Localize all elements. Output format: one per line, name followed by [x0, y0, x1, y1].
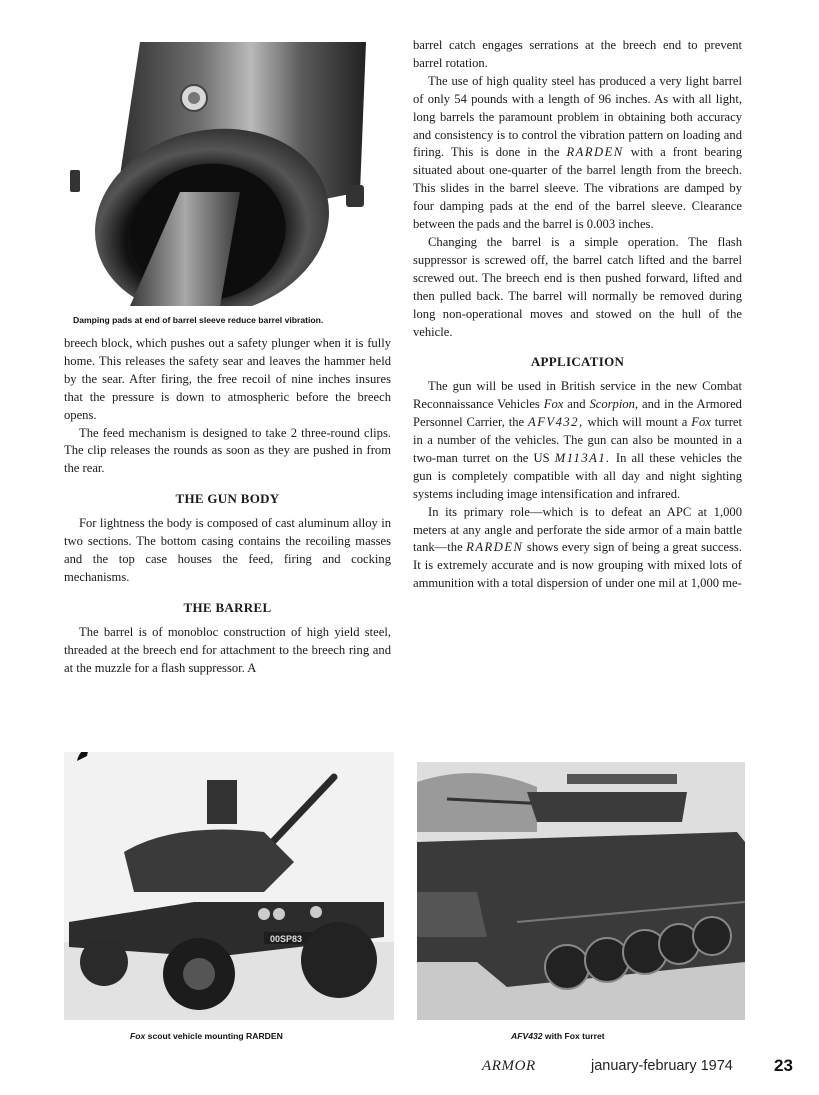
afv432-photo	[417, 762, 745, 1020]
paragraph: The barrel is of monobloc construction of high yield steel, threaded at the breech end for attachment to the breech ring and at the muzzle for a flash suppressor. A	[64, 624, 391, 675]
barrel-sleeve-illustration	[70, 42, 366, 306]
fox-photo-caption: Fox scout vehicle mounting RARDEN	[130, 1031, 283, 1041]
top-photo-caption: Damping pads at end of barrel sleeve reduce barrel vibration.	[73, 315, 324, 325]
left-text-column	[64, 335, 391, 677]
afv432-illustration	[417, 762, 745, 1020]
barrel-sleeve-photo	[70, 42, 366, 306]
fox-vehicle-illustration	[64, 752, 394, 1020]
svg-text:00SP83: 00SP83	[270, 934, 303, 944]
fox-vehicle-photo	[64, 752, 394, 1020]
paragraph: barrel catch engages serrations at the breech end to prevent barrel rotation.	[413, 38, 742, 70]
paragraph: In its primary role—which is to defeat an APC at 1,000 meters at any angle and perforate the side armor of a main battle tank—the RARDEN shows every sign of being a great success. It is extremely accurate and is now grouping with mixed lots of ammunition with a total dispersion of under one mil at 1,000 me-	[413, 504, 742, 591]
right-text-column	[413, 37, 742, 593]
section-heading-barrel: THE BARREL	[183, 599, 272, 615]
section-heading-gun-body: THE GUN BODY	[175, 491, 280, 507]
paragraph: For lightness the body is composed of cast aluminum alloy in two sections. The bottom casing contains the recoiling masses and the top case houses the feed, firing and cocking mechanisms.	[64, 516, 391, 584]
paragraph: breech block, which pushes out a safety plunger when it is fully home. This releases the safety sear and leaves the hammer held by the sear. After firing, the free recoil of nine inches insures that the pressure is down to atmospheric before the breech opens.	[64, 336, 391, 422]
paragraph: The gun will be used in British service in the new Combat Reconnaissance Vehicles Fox and Scorpion, and in the Armored Personnel Carrier, the AFV432, which will mount a Fox turret in a number of the vehicles. The gun can also be mounted in a two-man turret on the US M113A1. In all these vehicles the gun is completely compatible with all day and night sighting systems including image intensification and infrared.	[413, 379, 743, 501]
magazine-name: ARMOR	[482, 1058, 536, 1074]
page-number: 23	[774, 1056, 793, 1075]
paragraph: The use of high quality steel has produced a very light barrel of only 54 pounds with a length of 96 inches. As with all light, long barrels the paramount problem in obtaining both accuracy and consistency is to control the vibration pattern on loading and firing. This is done in the RARDEN with a front bearing situated about one-quarter of the barrel length from the breech. This slides in the barrel sleeve. The vibrations are damped by four damping pads at the end of the barrel sleeve. Clearance between the pads and the barrel is 0.003 inches.	[413, 73, 742, 232]
issue-date: january-february 1974	[591, 1058, 733, 1074]
afv432-photo-caption: AFV432 with Fox turret	[511, 1031, 605, 1041]
section-heading-application: APPLICATION	[530, 354, 625, 370]
paragraph: The feed mechanism is designed to take 2 three-round clips. The clip releases the rounds as soon as they are pushed in from the rear.	[64, 425, 391, 476]
rarden-term: RARDEN	[466, 540, 524, 555]
paragraph: Changing the barrel is a simple operation. The flash suppressor is screwed off, the barrel catch lifted and the barrel screwed out. The breech end is then pushed forward, lifted and then pulled back. The barrel will normally be removed during long non-operational moves and stowed on the hull of the vehicle.	[413, 234, 742, 339]
rarden-term: RARDEN	[566, 145, 624, 160]
